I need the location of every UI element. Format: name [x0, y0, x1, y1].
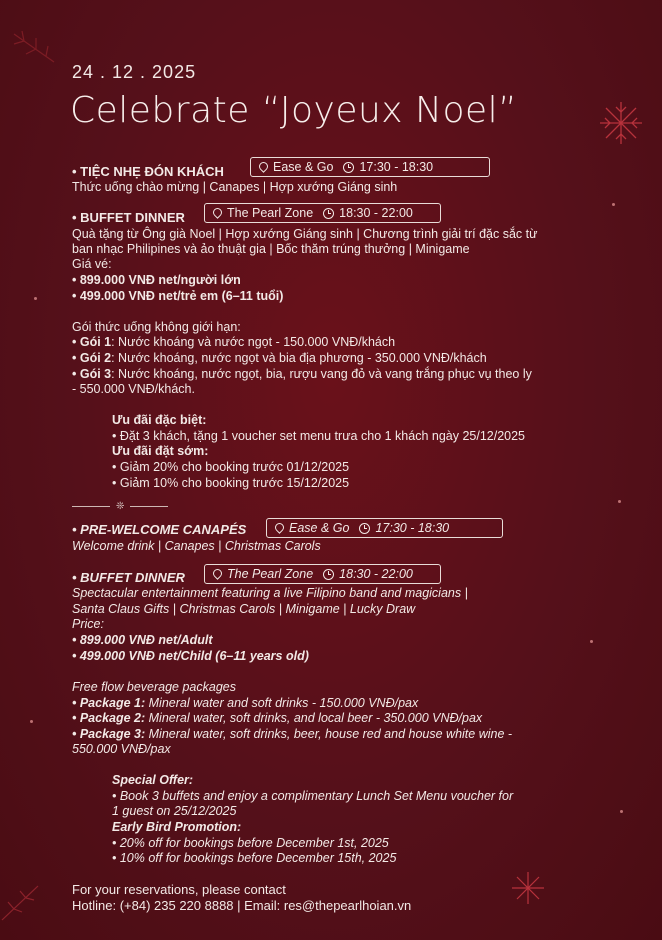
time-label: 18:30 - 22:00	[339, 567, 413, 581]
location-pin-icon	[211, 567, 224, 580]
vn-package-1: • Gói 1: Nước khoáng và nước ngọt - 150.000 VNĐ/khách	[72, 335, 396, 349]
vn-early-label: Ưu đãi đặt sớm:	[112, 444, 209, 458]
vn-welcome-info-box	[250, 157, 490, 177]
vn-early-item: • Giảm 10% cho booking trước 15/12/2025	[112, 476, 350, 490]
en-buffet-desc: Santa Claus Gifts | Christmas Carols | Minigame | Lucky Draw	[72, 602, 416, 616]
en-special-item: 1 guest on 25/12/2025	[112, 804, 237, 818]
en-early-label: Early Bird Promotion:	[112, 820, 242, 834]
clock-icon	[323, 569, 334, 580]
location-pin-icon	[211, 206, 224, 219]
snowflake-icon	[510, 870, 546, 906]
vn-buffet-heading: • BUFFET DINNER	[72, 210, 185, 225]
en-buffet-info-box	[204, 564, 441, 584]
location-pin-icon	[273, 521, 286, 534]
vn-buffet-desc: Quà tặng từ Ông già Noel | Hợp xướng Giáng sinh | Chương trình giải trí đặc sắc từ	[72, 227, 538, 241]
event-date: 24 . 12 . 2025	[72, 62, 197, 82]
vn-package-2: • Gói 2: Nước khoáng, nước ngọt và bia địa phương - 350.000 VNĐ/khách	[72, 351, 487, 365]
en-welcome-desc: Welcome drink | Canapes | Christmas Carols	[72, 539, 321, 553]
sparkle-dot	[590, 640, 593, 643]
branch-decoration-icon	[0, 882, 42, 922]
en-package-2: • Package 2: Mineral water, soft drinks, and local beer - 350.000 VNĐ/pax	[72, 711, 483, 725]
vn-early-item: • Giảm 20% cho booking trước 01/12/2025	[112, 460, 350, 474]
en-buffet-desc: Spectacular entertainment featuring a live Filipino band and magicians |	[72, 586, 468, 600]
vn-price-label: Giá vé:	[72, 257, 112, 271]
en-welcome-heading: • PRE-WELCOME CANAPÉS	[72, 522, 247, 537]
vn-beverage-label: Gói thức uống không giới hạn:	[72, 320, 241, 334]
location-pin-icon	[257, 160, 270, 173]
branch-decoration-icon	[10, 28, 58, 68]
vn-welcome-heading: • TIỆC NHẸ ĐÓN KHÁCH	[72, 164, 224, 179]
vn-special-label: Ưu đãi đặc biệt:	[112, 413, 207, 427]
clock-icon	[343, 162, 354, 173]
vn-welcome-desc: Thức uống chào mừng | Canapes | Hợp xướng Giáng sinh	[72, 180, 398, 194]
clock-icon	[359, 523, 370, 534]
time-label: 17:30 - 18:30	[375, 521, 450, 535]
sparkle-dot	[618, 500, 621, 503]
snowflake-icon: ❊	[116, 500, 125, 512]
section-divider	[72, 500, 182, 512]
en-price-adult: • 899.000 VNĐ net/Adult	[72, 633, 213, 647]
en-price-label: Price:	[72, 617, 104, 631]
vn-buffet-info-box	[204, 203, 441, 223]
en-package-1: • Package 1: Mineral water and soft drinks - 150.000 VNĐ/pax	[72, 696, 419, 710]
vn-price-adult: • 899.000 VNĐ net/người lớn	[72, 273, 241, 287]
vn-buffet-desc: ban nhạc Philipines và ảo thuật gia | Bốc thăm trúng thưởng | Minigame	[72, 242, 470, 256]
en-special-label: Special Offer:	[112, 773, 194, 787]
vn-special-item: • Đặt 3 khách, tặng 1 voucher set menu trưa cho 1 khách ngày 25/12/2025	[112, 429, 526, 443]
time-label: 18:30 - 22:00	[339, 206, 413, 220]
sparkle-dot	[620, 810, 623, 813]
en-special-item: • Book 3 buffets and enjoy a complimentary Lunch Set Menu voucher for	[112, 789, 514, 803]
en-welcome-info-box	[266, 518, 503, 538]
vn-price-child: • 499.000 VNĐ net/trẻ em (6–11 tuổi)	[72, 289, 284, 303]
sparkle-dot	[34, 297, 37, 300]
sparkle-dot	[612, 203, 615, 206]
snowflake-icon	[598, 100, 644, 146]
sparkle-dot	[30, 720, 33, 723]
location-label: The Pearl Zone	[227, 567, 314, 581]
vn-package-3-cont: - 550.000 VNĐ/khách.	[72, 382, 195, 396]
location-label: The Pearl Zone	[227, 206, 314, 220]
en-package-3-cont: 550.000 VNĐ/pax	[72, 742, 171, 756]
en-package-3: • Package 3: Mineral water, soft drinks, beer, house red and house white wine -	[72, 727, 513, 741]
time-label: 17:30 - 18:30	[359, 160, 434, 174]
en-early-item: • 10% off for bookings before December 15th, 2025	[112, 851, 397, 865]
en-price-child: • 499.000 VNĐ net/Child (6–11 years old)	[72, 649, 309, 663]
en-buffet-heading: • BUFFET DINNER	[72, 570, 185, 585]
contact-hotline-email[interactable]: Hotline: (+84) 235 220 8888 | Email: res@thepearlhoian.vn	[72, 898, 412, 913]
clock-icon	[323, 208, 334, 219]
location-label: Ease & Go	[273, 160, 334, 174]
contact-intro: For your reservations, please contact	[72, 882, 286, 897]
vn-package-3: • Gói 3: Nước khoáng, nước ngọt, bia, rượu vang đỏ và vang trắng phục vụ theo ly	[72, 367, 532, 381]
page-title: Celebrate “Joyeux Noel”	[70, 90, 518, 131]
en-beverage-label: Free flow beverage packages	[72, 680, 236, 694]
location-label: Ease & Go	[289, 521, 350, 535]
en-early-item: • 20% off for bookings before December 1st, 2025	[112, 836, 389, 850]
